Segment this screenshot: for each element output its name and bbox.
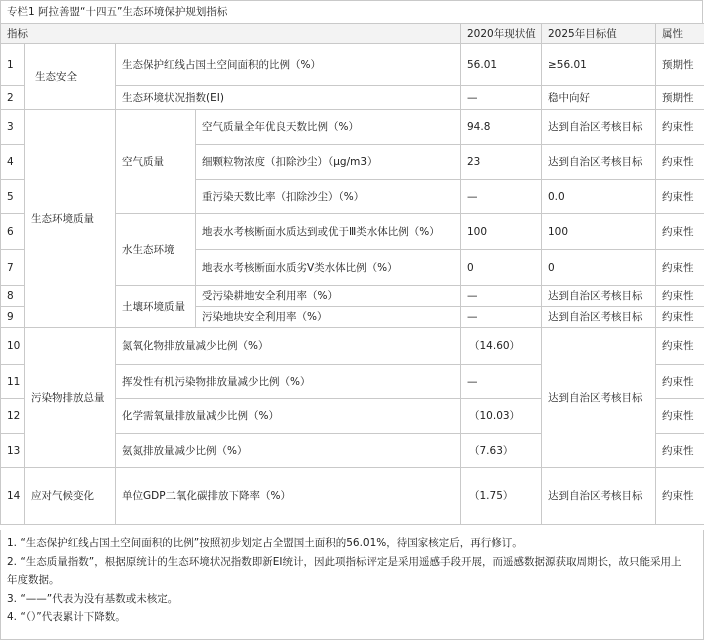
row-number: 2	[1, 86, 25, 110]
target-value: 稳中向好	[542, 86, 656, 110]
category-cell: 生态环境质量	[25, 110, 116, 328]
indicator-name: 重污染天数比率（扣除沙尘）（%）	[196, 180, 461, 214]
table-row	[1, 110, 704, 145]
table-title: 专栏1 阿拉善盟“十四五”生态环境保护规划指标	[0, 0, 703, 23]
attribute-value: 约束性	[656, 399, 704, 434]
indicator-table	[0, 23, 704, 525]
note-line: 年度数据。	[7, 574, 60, 586]
indicator-name: 氮氧化物排放量减少比例（%）	[116, 328, 461, 365]
subcategory-cell: 土壤环境质量	[116, 286, 196, 328]
target-value: 达到自治区考核目标	[542, 286, 656, 307]
attribute-value: 约束性	[656, 307, 704, 328]
header-target: 2025年目标值	[542, 24, 656, 44]
target-value: 100	[542, 214, 656, 250]
current-value: （7.63）	[461, 434, 542, 468]
current-value: （14.60）	[461, 328, 542, 365]
indicator-name: 污染地块安全利用率（%）	[196, 307, 461, 328]
row-number: 10	[1, 328, 25, 365]
current-value: —	[461, 307, 542, 328]
note-line: 3. “——”代表为没有基数或未核定。	[7, 592, 179, 605]
target-value: ≥56.01	[542, 44, 656, 86]
current-value: （10.03）	[461, 399, 542, 434]
row-number: 7	[1, 250, 25, 286]
current-value: 100	[461, 214, 542, 250]
current-value: （1.75）	[461, 468, 542, 525]
indicator-name: 地表水考核断面水质达到或优于Ⅲ类水体比例（%）	[196, 214, 461, 250]
row-number: 3	[1, 110, 25, 145]
current-value: —	[461, 180, 542, 214]
attribute-value: 约束性	[656, 250, 704, 286]
table-notes	[0, 530, 704, 640]
target-value: 达到自治区考核目标	[542, 328, 656, 468]
header-indicator: 指标	[1, 24, 461, 44]
target-value: 达到自治区考核目标	[542, 468, 656, 525]
target-value: 达到自治区考核目标	[542, 145, 656, 180]
indicator-name: 受污染耕地安全利用率（%）	[196, 286, 461, 307]
row-number: 1	[1, 44, 25, 86]
attribute-value: 约束性	[656, 145, 704, 180]
row-number: 9	[1, 307, 25, 328]
subcategory-cell: 空气质量	[116, 110, 196, 214]
attribute-value: 约束性	[656, 365, 704, 399]
row-number: 11	[1, 365, 25, 399]
row-number: 14	[1, 468, 25, 525]
indicator-name: 挥发性有机污染物排放量减少比例（%）	[116, 365, 461, 399]
attribute-value: 约束性	[656, 214, 704, 250]
attribute-value: 约束性	[656, 468, 704, 525]
attribute-value: 约束性	[656, 110, 704, 145]
attribute-value: 约束性	[656, 180, 704, 214]
row-number: 5	[1, 180, 25, 214]
indicator-name: 地表水考核断面水质劣Ⅴ类水体比例（%）	[196, 250, 461, 286]
row-number: 6	[1, 214, 25, 250]
current-value: 23	[461, 145, 542, 180]
indicator-name: 化学需氧量排放量减少比例（%）	[116, 399, 461, 434]
note-line: 4. “（）”代表累计下降数。	[7, 611, 126, 623]
row-number: 13	[1, 434, 25, 468]
category-cell: 生态安全	[25, 44, 116, 110]
indicator-name: 单位GDP二氧化碳排放下降率（%）	[116, 468, 461, 525]
header-row	[1, 24, 704, 44]
current-value: —	[461, 86, 542, 110]
indicator-name: 细颗粒物浓度（扣除沙尘）（μg/m3）	[196, 145, 461, 180]
header-current: 2020年现状值	[461, 24, 542, 44]
current-value: 94.8	[461, 110, 542, 145]
header-attribute: 属性	[656, 24, 704, 44]
subcategory-cell: 水生态环境	[116, 214, 196, 286]
indicator-name: 空气质量全年优良天数比例（%）	[196, 110, 461, 145]
current-value: 0	[461, 250, 542, 286]
target-value: 0	[542, 250, 656, 286]
category-cell: 污染物排放总量	[25, 328, 116, 468]
indicator-name: 氨氮排放量减少比例（%）	[116, 434, 461, 468]
note-line: 2. “生态质量指数”，根据原统计的生态环境状况指数即新EI统计，因此项指标评定是采用遥感手段开展，而遥感数据源获取周期长，故只能采用上	[7, 555, 682, 568]
table-row	[1, 44, 704, 86]
target-value: 达到自治区考核目标	[542, 110, 656, 145]
attribute-value: 约束性	[656, 328, 704, 365]
attribute-value: 预期性	[656, 86, 704, 110]
category-cell: 应对气候变化	[25, 468, 116, 525]
attribute-value: 约束性	[656, 434, 704, 468]
note-line: 1. “生态保护红线占国土空间面积的比例”按照初步划定占全盟国土面积的56.01%，待国家核定后，再行修订。	[7, 537, 523, 549]
indicator-name: 生态环境状况指数(EI)	[116, 86, 461, 110]
row-number: 12	[1, 399, 25, 434]
target-value: 达到自治区考核目标	[542, 307, 656, 328]
current-value: —	[461, 365, 542, 399]
table-row	[1, 468, 704, 525]
row-number: 4	[1, 145, 25, 180]
current-value: —	[461, 286, 542, 307]
attribute-value: 约束性	[656, 286, 704, 307]
row-number: 8	[1, 286, 25, 307]
target-value: 0.0	[542, 180, 656, 214]
current-value: 56.01	[461, 44, 542, 86]
attribute-value: 预期性	[656, 44, 704, 86]
indicator-name: 生态保护红线占国土空间面积的比例（%）	[116, 44, 461, 86]
table-row	[1, 328, 704, 365]
